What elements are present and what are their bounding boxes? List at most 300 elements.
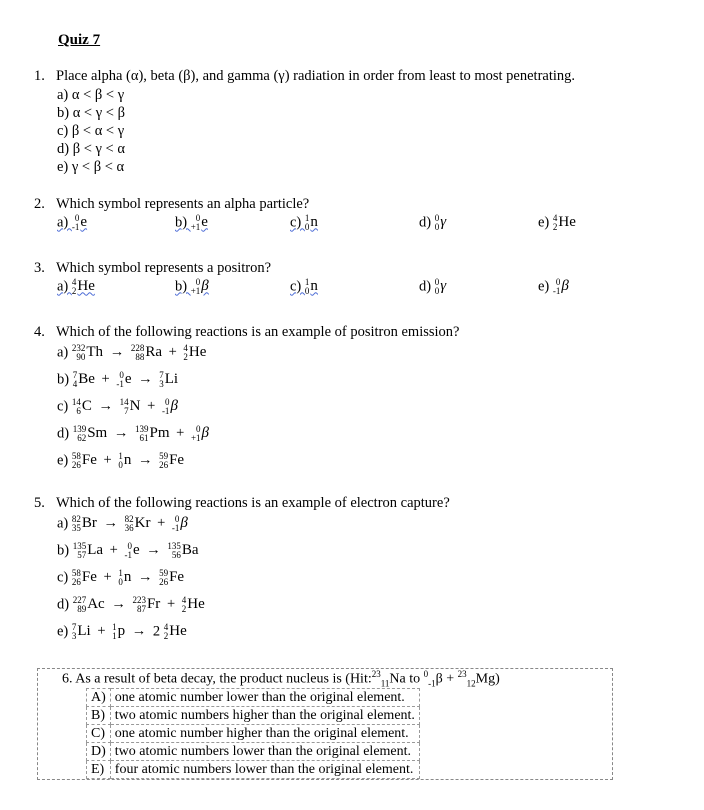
nuclide-symbol: Li (164, 371, 179, 388)
mass-number: 59 (159, 568, 169, 578)
option-a[interactable] (57, 278, 95, 296)
nuclide-numbers (553, 278, 561, 296)
atomic-number: 61 (139, 433, 149, 443)
option-label: e) (538, 214, 553, 231)
option-label: b) (57, 371, 73, 388)
nuclide-numbers (159, 371, 164, 389)
nuclide (183, 344, 206, 360)
nuclide-symbol: e (80, 214, 88, 231)
nuclide-numbers (159, 452, 168, 470)
na-mass: 23 (371, 669, 381, 679)
na-z: 11 (380, 678, 390, 689)
quiz-title: Quiz 7 (58, 32, 101, 48)
arrow: → (94, 398, 117, 415)
nuclide (553, 278, 569, 294)
nuclide (73, 425, 108, 441)
q3-options-row (57, 278, 657, 302)
mass-number: 232 (71, 343, 86, 353)
atomic-number: 36 (124, 523, 134, 533)
nuclide-numbers (172, 515, 180, 533)
arrow: → (106, 344, 128, 361)
nuclide (125, 515, 151, 531)
mg-symbol: Mg) (475, 671, 500, 687)
atomic-number: 7 (124, 406, 129, 416)
nuclide-symbol: He (169, 623, 187, 640)
nuclide (135, 425, 170, 441)
nuclide-symbol: He (188, 344, 207, 361)
nuclide (73, 371, 95, 387)
nuclide-numbers (118, 569, 123, 587)
atomic-number: 0 (118, 577, 123, 587)
atomic-number: 1 (112, 631, 117, 641)
nuclide-symbol: n (123, 569, 132, 586)
mass-number: 0 (434, 213, 440, 223)
nuclide-numbers (72, 344, 86, 362)
question-3 (34, 260, 271, 277)
q1-option-e[interactable]: e) γ < β < α (57, 159, 125, 175)
option-label: e) (538, 278, 553, 295)
option-e[interactable] (538, 214, 576, 232)
mass-number: 82 (124, 514, 134, 524)
atomic-number: 26 (71, 577, 81, 587)
mass-number: 0 (195, 213, 201, 223)
plus-sign: + (143, 398, 159, 415)
nuclide (73, 542, 103, 558)
mass-number: 58 (71, 568, 81, 578)
atomic-number: 2 (163, 631, 169, 641)
atomic-number: 0 (118, 460, 123, 470)
reaction-option-a[interactable] (57, 344, 206, 362)
q6-stem-text: 6. As a result of beta decay, the product nucleus is (Hit: (62, 671, 372, 687)
mass-number: 135 (167, 541, 181, 551)
nuclide (191, 214, 208, 230)
mass-number: 4 (552, 213, 558, 223)
atomic-number: -1 (116, 379, 124, 389)
atomic-number: 88 (135, 352, 145, 362)
nuclide-numbers (132, 596, 146, 614)
question-6-box (37, 668, 613, 780)
option-label: a) (57, 515, 72, 532)
mass-number: 223 (132, 595, 146, 605)
nuclide-symbol: Pm (149, 425, 170, 442)
nuclide-numbers (72, 515, 81, 533)
nuclide (305, 214, 318, 230)
mass-number: 0 (555, 277, 561, 287)
option-letter: B) (87, 707, 111, 725)
option-label: b) (57, 542, 73, 559)
atomic-number: 0 (304, 286, 310, 296)
beta-symbol: β + (435, 671, 458, 687)
arrow: → (134, 371, 157, 388)
atomic-number: 57 (77, 550, 87, 560)
mass-number: 0 (434, 277, 440, 287)
nuclide (72, 344, 103, 360)
nuclide-symbol: Fe (169, 569, 185, 586)
nuclide (72, 569, 97, 585)
atomic-number: 90 (76, 352, 86, 362)
plus-sign: + (172, 425, 188, 442)
arrow: → (107, 596, 130, 613)
mass-number: 1 (118, 451, 123, 461)
nuclide-symbol: He (187, 596, 205, 613)
atomic-number: 89 (77, 604, 87, 614)
nuclide-symbol: Be (78, 371, 95, 388)
reaction-option-c[interactable] (57, 398, 178, 416)
atomic-number: 26 (71, 460, 81, 470)
nuclide-numbers (72, 623, 77, 641)
nuclide (132, 596, 160, 612)
nuclide-numbers (116, 371, 124, 389)
nuclide-numbers (435, 214, 440, 232)
mass-number: 82 (71, 514, 81, 524)
mass-number: 0 (164, 397, 170, 407)
mass-number: 227 (72, 595, 87, 605)
nuclide-symbol: Ba (181, 542, 199, 559)
option-label: d) (419, 214, 435, 231)
nuclide-numbers (72, 278, 77, 296)
nuclide-numbers (162, 398, 170, 416)
mass-number: 59 (159, 451, 169, 461)
nuclide (553, 214, 576, 230)
nuclide-symbol: Fe (169, 452, 185, 469)
nuclide-symbol: Kr (134, 515, 151, 532)
atomic-number: -1 (124, 550, 132, 560)
q6-option-e[interactable] (87, 761, 420, 779)
atomic-number: +1 (190, 433, 201, 443)
option-a[interactable] (57, 214, 87, 232)
mass-number: 0 (119, 370, 124, 380)
q6-option-d[interactable] (87, 743, 420, 761)
nuclide-numbers (191, 214, 201, 232)
mass-number: 0 (174, 514, 180, 524)
nuclide-numbers (191, 425, 201, 443)
na-symbol: Na to (389, 671, 424, 687)
nuclide-numbers (72, 398, 81, 416)
nuclide (72, 623, 91, 639)
nuclide-numbers (73, 425, 87, 443)
option-label: b) (175, 278, 191, 295)
question-5 (34, 495, 450, 512)
option-label: c) (57, 398, 72, 415)
nuclide-symbol: n (310, 214, 318, 231)
mass-number: 139 (134, 424, 149, 434)
nuclide-symbol: Fe (81, 569, 97, 586)
nuclide-symbol: Ac (87, 596, 105, 613)
option-label: a) (57, 278, 72, 295)
question-number: 2. (34, 196, 45, 212)
nuclide-numbers (73, 371, 78, 389)
atomic-number: -1 (552, 286, 561, 296)
atomic-number: 2 (183, 352, 188, 362)
plus-sign: + (153, 515, 169, 532)
nuclide (72, 515, 97, 531)
nuclide-numbers (435, 278, 440, 296)
mass-number: 14 (71, 397, 81, 407)
mass-number: 7 (71, 622, 77, 632)
question-text: Which symbol represents an alpha particle? (56, 196, 310, 212)
atomic-number: +1 (190, 286, 201, 296)
q6-option-b[interactable] (87, 707, 420, 725)
nuclide (182, 596, 205, 612)
question-text: Which symbol represents a positron? (56, 260, 272, 276)
reaction-option-d[interactable] (57, 596, 205, 614)
option-label: d) (419, 278, 435, 295)
nuclide (164, 623, 187, 639)
nuclide-numbers (182, 596, 187, 614)
nuclide-symbol: Fe (81, 452, 97, 469)
option-label: d) (57, 596, 73, 613)
mass-number: 7 (159, 370, 164, 380)
nuclide-numbers (553, 214, 558, 232)
atomic-number: 0 (434, 222, 440, 232)
arrow: → (128, 623, 150, 640)
nuclide-numbers (164, 623, 169, 641)
option-e[interactable] (538, 278, 569, 296)
nuclide-numbers (73, 542, 87, 560)
nuclide-numbers (191, 278, 201, 296)
q6-options-table (86, 688, 420, 779)
plus-sign: + (99, 452, 116, 469)
reaction-option-b[interactable] (57, 371, 178, 389)
option-c[interactable] (290, 214, 318, 232)
nuclide (435, 278, 446, 294)
atomic-number: 6 (76, 406, 81, 416)
atomic-number: 2 (181, 604, 187, 614)
nuclide (435, 214, 446, 230)
nuclide-numbers (120, 398, 129, 416)
option-label: c) (290, 278, 305, 295)
nuclide-symbol: e (132, 542, 140, 559)
mass-number: 4 (163, 622, 169, 632)
q6-option-c[interactable] (87, 725, 420, 743)
atomic-number: -1 (161, 406, 170, 416)
nuclide (191, 425, 209, 441)
atomic-number: 62 (77, 433, 87, 443)
nuclide (131, 344, 162, 360)
nuclide-symbol: n (310, 278, 318, 295)
nuclide-symbol: e (201, 214, 208, 231)
atomic-number: -1 (71, 222, 80, 232)
coefficient: 2 (152, 623, 164, 640)
mass-number: 4 (181, 595, 187, 605)
nuclide-symbol: He (77, 278, 95, 295)
question-number: 1. (34, 68, 45, 84)
arrow: → (99, 515, 122, 532)
option-b[interactable] (175, 278, 209, 296)
nuclide (162, 398, 178, 414)
option-b[interactable] (175, 214, 208, 232)
reaction-option-d[interactable] (57, 425, 209, 443)
nuclide (191, 278, 209, 294)
nuclide-numbers (167, 542, 181, 560)
mass-number: 14 (119, 397, 129, 407)
reaction-option-b[interactable] (57, 542, 199, 560)
nuclide-numbers (131, 344, 145, 362)
question-2 (34, 196, 309, 213)
plus-sign: + (97, 371, 114, 388)
q6-option-a[interactable] (87, 689, 420, 707)
atomic-number: 87 (136, 604, 146, 614)
nuclide (159, 371, 178, 387)
nuclide-symbol: Li (77, 623, 91, 640)
option-label: a) (57, 344, 72, 361)
question-4 (34, 324, 460, 341)
question-1 (34, 68, 575, 85)
option-text: one atomic number lower than the original element. (110, 689, 419, 707)
nuclide-numbers (135, 425, 149, 443)
question-number: 4. (34, 324, 45, 340)
atomic-number: 0 (434, 286, 440, 296)
reaction-option-c[interactable] (57, 569, 184, 587)
nuclide-symbol: Ra (145, 344, 162, 361)
q2-options-row (57, 214, 657, 238)
mass-number: 1 (118, 568, 123, 578)
atomic-number: 3 (159, 379, 164, 389)
arrow: → (110, 425, 132, 442)
option-text: two atomic numbers lower than the original element. (110, 743, 419, 761)
beta-sup: 0 (423, 669, 429, 679)
nuclide-symbol: β (180, 515, 188, 532)
beta-sub: -1 (428, 678, 436, 689)
nuclide-symbol: β (201, 278, 209, 295)
option-letter: E) (87, 761, 111, 779)
atomic-number: 56 (171, 550, 181, 560)
plus-sign: + (163, 596, 179, 613)
mass-number: 0 (195, 277, 201, 287)
nuclide (124, 542, 139, 558)
nuclide-symbol: N (129, 398, 141, 415)
nuclide-symbol: Sm (87, 425, 108, 442)
option-text: two atomic numbers higher than the original element. (110, 707, 419, 725)
option-d[interactable] (419, 214, 446, 232)
nuclide (112, 623, 125, 639)
option-c[interactable] (290, 278, 318, 296)
nuclide-numbers (72, 214, 80, 232)
nuclide-symbol: n (123, 452, 132, 469)
nuclide-symbol: β (201, 425, 209, 442)
q1-option-c[interactable]: c) β < α < γ (57, 123, 125, 139)
nuclide-symbol: Fr (146, 596, 161, 613)
atomic-number: 26 (159, 460, 169, 470)
nuclide-numbers (305, 214, 310, 232)
mass-number: 4 (183, 343, 188, 353)
atomic-number: +1 (190, 222, 201, 232)
nuclide-numbers (72, 569, 81, 587)
nuclide (72, 278, 95, 294)
reaction-option-e[interactable] (57, 623, 187, 641)
atomic-number: 2 (71, 286, 77, 296)
nuclide (118, 452, 131, 468)
option-label: c) (290, 214, 305, 231)
nuclide (305, 278, 318, 294)
mass-number: 139 (72, 424, 87, 434)
option-label: a) (57, 214, 72, 231)
nuclide-symbol: C (81, 398, 92, 415)
nuclide (159, 569, 184, 585)
nuclide (72, 398, 92, 414)
option-d[interactable] (419, 278, 446, 296)
nuclide-numbers (124, 542, 132, 560)
atomic-number: -1 (171, 523, 180, 533)
option-label: e) (57, 452, 72, 469)
nuclide (72, 214, 87, 230)
plus-sign: + (99, 569, 116, 586)
mg-z: 12 (466, 678, 476, 689)
nuclide (72, 452, 97, 468)
reaction-option-e[interactable] (57, 452, 184, 470)
mg-mass: 23 (457, 669, 467, 679)
nuclide (120, 398, 141, 414)
atomic-number: 3 (71, 631, 77, 641)
mass-number: 7 (72, 370, 78, 380)
question-number: 5. (34, 495, 45, 511)
mass-number: 58 (71, 451, 81, 461)
nuclide-symbol: γ (440, 214, 447, 231)
mass-number: 0 (127, 541, 132, 551)
nuclide-symbol: e (124, 371, 132, 388)
option-text: one atomic number higher than the original element. (110, 725, 419, 743)
arrow: → (142, 542, 165, 559)
nuclide-numbers (305, 278, 310, 296)
atomic-number: 35 (71, 523, 81, 533)
option-text: four atomic numbers lower than the original element. (110, 761, 419, 779)
nuclide-numbers (118, 452, 123, 470)
atomic-number: 4 (72, 379, 78, 389)
nuclide (167, 542, 198, 558)
nuclide-numbers (112, 623, 117, 641)
question-text: Place alpha (α), beta (β), and gamma (γ) radiation in order from least to most penetrating. (56, 68, 576, 84)
question-text: Which of the following reactions is an example of electron capture? (56, 495, 450, 511)
nuclide (73, 596, 105, 612)
atomic-number: 26 (159, 577, 169, 587)
option-letter: D) (87, 743, 111, 761)
plus-sign: + (106, 542, 122, 559)
option-label: d) (57, 425, 73, 442)
plus-sign: + (93, 623, 110, 640)
nuclide-symbol: La (87, 542, 104, 559)
option-label: c) (57, 569, 72, 586)
nuclide-symbol: Br (81, 515, 97, 532)
arrow: → (134, 569, 157, 586)
nuclide-symbol: Th (86, 344, 104, 361)
nuclide-numbers (73, 596, 87, 614)
plus-sign: + (164, 344, 181, 361)
question-number: 3. (34, 260, 45, 276)
atomic-number: 0 (304, 222, 310, 232)
q1-option-b[interactable]: b) α < γ < β (57, 105, 125, 121)
mass-number: 228 (130, 343, 145, 353)
mass-number: 1 (304, 213, 310, 223)
nuclide-symbol: β (170, 398, 178, 415)
nuclide-numbers (159, 569, 168, 587)
option-letter: A) (87, 689, 111, 707)
mass-number: 4 (71, 277, 77, 287)
nuclide (172, 515, 188, 531)
option-label: b) (175, 214, 191, 231)
mass-number: 0 (74, 213, 80, 223)
mass-number: 135 (72, 541, 87, 551)
nuclide-numbers (125, 515, 134, 533)
nuclide-numbers (72, 452, 81, 470)
nuclide (159, 452, 184, 468)
q1-option-d[interactable]: d) β < γ < α (57, 141, 125, 157)
option-letter: C) (87, 725, 111, 743)
mass-number: 0 (196, 424, 201, 434)
arrow: → (134, 452, 157, 469)
mass-number: 1 (304, 277, 310, 287)
q1-option-a[interactable]: a) α < β < γ (57, 87, 125, 103)
reaction-option-a[interactable] (57, 515, 188, 533)
